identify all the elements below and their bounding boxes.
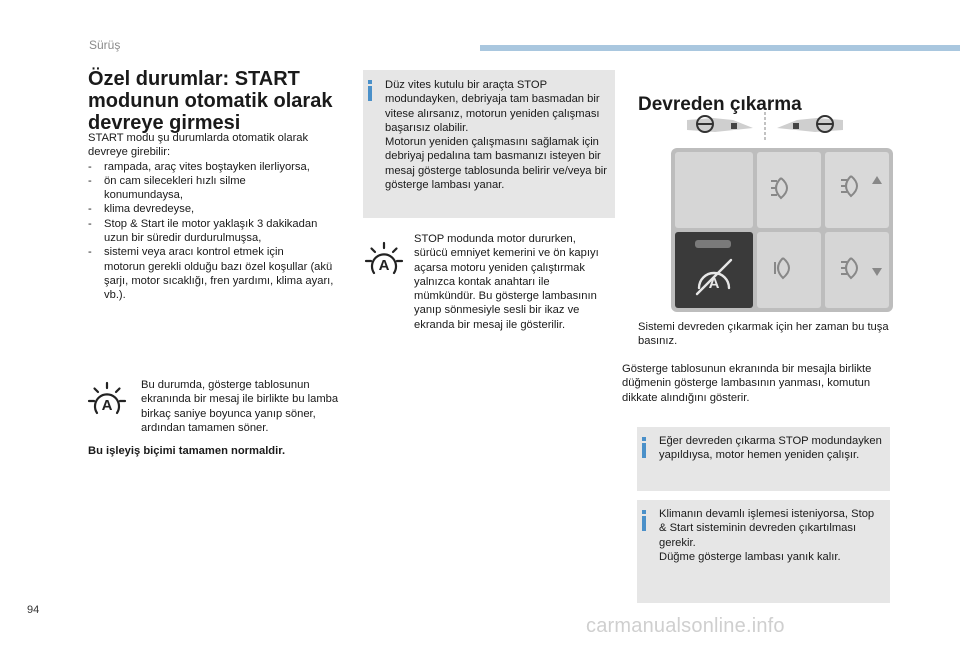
bullet-instruction [622, 320, 903, 349]
info-text: Klimanın devamlı işlemesi isteniyorsa, Stop & Start sisteminin devreden çıkartılması gerekir. Düğme gösterge lambası yanık kalır. [659, 508, 875, 563]
header-bar [480, 45, 960, 51]
right-title: Devreden çıkarma [638, 94, 802, 115]
left-title: Özel durumlar: START modunun otomatik olarak devreye girmesi [88, 68, 333, 134]
auto-start-lamp-icon [363, 240, 405, 282]
info-text: Eğer devreden çıkarma STOP modundayken yapıldıysa, motor hemen yeniden çalışır. [659, 435, 882, 462]
normal-note: Bu işleyiş biçimi tamamen normaldir. [88, 445, 286, 457]
info-icon [642, 437, 646, 458]
svg-text:A: A [378, 257, 390, 274]
watermark: carmanualsonline.info [586, 615, 785, 637]
info-text: Düz vites kutulu bir araçta STOP modundayken, debriyaja tam basmadan bir vitese alırsanız, motorun yeniden çalışması başarısız olabilir. Motorun yeniden çalışmasını sağlamak için debriyaj pedalına tam basmanızı isteyen bir mesaj gösterge tablosunda belirir ve/veya bir gösterge lambası yanar. [385, 79, 608, 192]
section-label: Sürüş [89, 38, 121, 52]
list-item: - klima devredeyse, [88, 202, 343, 216]
svg-text:A: A [101, 397, 113, 414]
page-number: 94 [27, 604, 40, 616]
svg-text:A: A [708, 275, 720, 292]
info-box-restart [637, 427, 890, 491]
list-item: - Stop & Start ile motor yaklaşık 3 dakikadan uzun bir süredir durdurulmuşsa, [88, 217, 343, 246]
list-item: - sistemi veya aracı kontrol etmek için motorun gerekli olduğu bazı özel koşullar (akü şarjı, motor sıcaklığı, fren yardımı, klima ayarı, vb.). [88, 245, 343, 302]
left-warning-text: Bu durumda, gösterge tablosunun ekranında bir mesaj ile birlikte bu lamba birkaç saniye boyunca yanıp söner, ardından tamamen söner. [141, 379, 339, 434]
left-intro: START modu şu durumlarda otomatik olarak devreye girebilir: [88, 132, 309, 159]
drive-side-diagram [685, 110, 845, 140]
auto-start-lamp-icon [86, 380, 128, 422]
right-paragraph: Gösterge tablosunun ekranında bir mesajla birlikte düğmenin gösterge lambasının yanması, komutun dikkate alındığını gösterir. [622, 363, 872, 404]
info-icon [368, 80, 372, 101]
info-box-climate [637, 500, 890, 603]
list-item: - rampada, araç vites boştayken ilerliyorsa, [88, 160, 343, 174]
bullet-text: Sistemi devreden çıkarmak için her zaman bu tuşa basınız. [638, 321, 889, 348]
info-icon [642, 510, 646, 531]
list-item: - ön cam silecekleri hızlı silme konumundaysa, [88, 174, 343, 203]
info-box-clutch [363, 70, 615, 218]
button-panel-illustration [671, 148, 893, 312]
middle-warning-text: STOP modunda motor dururken, sürücü emniyet kemerini ve ön kapıyı açarsa motoru yeniden çalıştırmak yalnızca kontak anahtarı ile mümkündür. Bu gösterge lambasının yanıp sönmesiyle sesli bir ikaz ve ekranda bir mesaj ile gösterilir. [414, 233, 599, 331]
left-body [88, 131, 343, 303]
